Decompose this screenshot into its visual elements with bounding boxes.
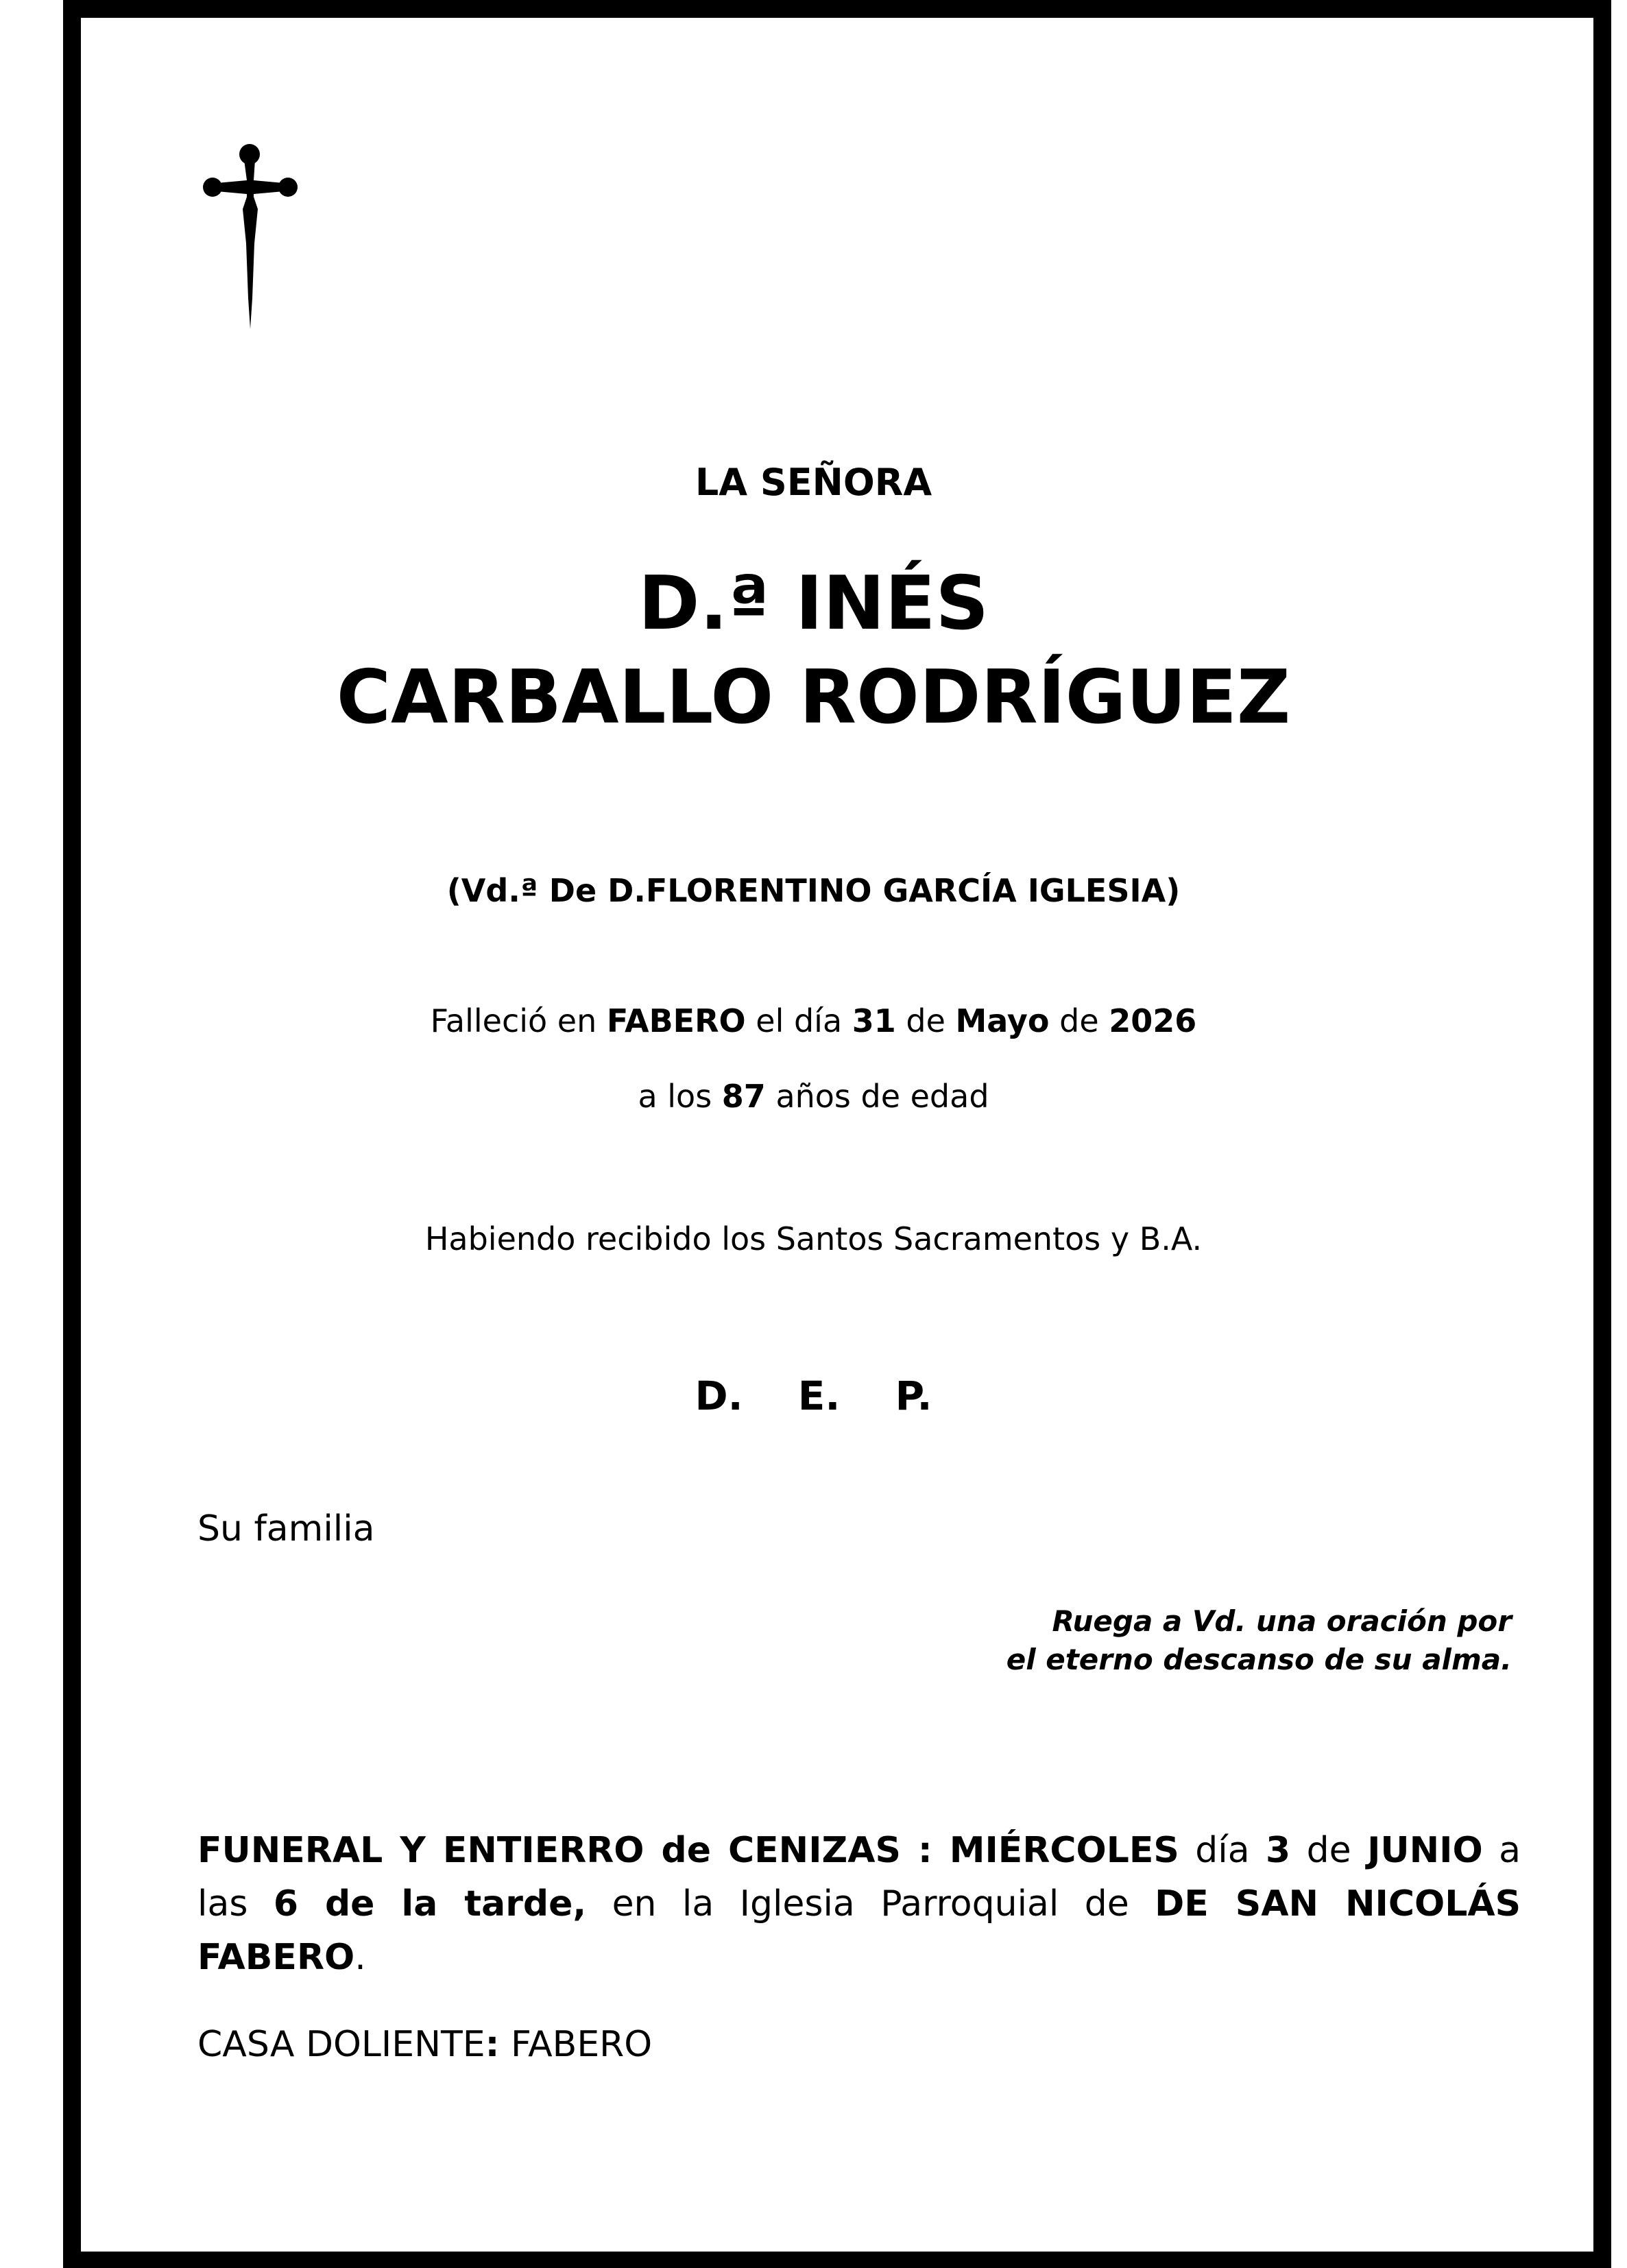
header-la-senora: LA SEÑORA bbox=[695, 461, 932, 504]
family-signature: Su familia bbox=[197, 1508, 375, 1549]
funeral-church-prefix: en la Iglesia Parroquial de bbox=[612, 1883, 1129, 1925]
funeral-label: FUNERAL Y ENTIERRO de CENIZAS : MIÉRCOLES bbox=[197, 1830, 1179, 1871]
age-line bbox=[0, 1078, 1627, 1115]
sacraments-line: Habiendo recibido los Santos Sacramentos y B.A. bbox=[424, 1220, 1203, 1257]
funeral-time: 6 de la tarde, bbox=[273, 1883, 587, 1925]
santiago-cross-icon bbox=[203, 141, 298, 329]
death-place: FABERO bbox=[606, 1002, 746, 1039]
funeral-end: . bbox=[354, 1937, 366, 1978]
prayer-line2: el eterno descanso de su alma. bbox=[1006, 1643, 1512, 1676]
widow-of-text: (Vd.ª De D.FLORENTINO GARCÍA IGLESIA) bbox=[446, 872, 1181, 909]
death-notice-line bbox=[0, 1002, 1627, 1039]
death-day: 31 bbox=[852, 1002, 896, 1039]
deceased-name-line1: D.ª INÉS bbox=[638, 561, 989, 647]
death-year: 2026 bbox=[1109, 1002, 1197, 1039]
dep-text: D. E. P. bbox=[695, 1373, 932, 1419]
funeral-church: DE SAN NICOLÁS FABERO bbox=[197, 1883, 1521, 1978]
funeral-day-word: día bbox=[1195, 1830, 1250, 1871]
death-day-word: el día bbox=[756, 1002, 843, 1039]
prayer-line1: Ruega a Vd. una oración por bbox=[1052, 1604, 1512, 1638]
funeral-time-word: a las bbox=[197, 1830, 1521, 1925]
casa-label: CASA DOLIENTE bbox=[197, 2024, 485, 2065]
funeral-day: 3 bbox=[1266, 1830, 1291, 1871]
death-prefix: Falleció en bbox=[430, 1002, 597, 1039]
funeral-details bbox=[197, 1824, 1521, 1984]
death-of1: de bbox=[906, 1002, 945, 1039]
age-suffix: años de edad bbox=[775, 1078, 989, 1115]
death-of2: de bbox=[1059, 1002, 1099, 1039]
funeral-month: JUNIO bbox=[1367, 1830, 1483, 1871]
deceased-name-line2: CARBALLO RODRÍGUEZ bbox=[336, 655, 1291, 740]
casa-doliente-line bbox=[197, 2024, 652, 2065]
death-month: Mayo bbox=[955, 1002, 1050, 1039]
age-prefix: a los bbox=[638, 1078, 712, 1115]
funeral-of: de bbox=[1306, 1830, 1351, 1871]
casa-colon: : bbox=[485, 2024, 500, 2065]
casa-place: FABERO bbox=[510, 2024, 653, 2065]
age-years: 87 bbox=[721, 1078, 766, 1115]
